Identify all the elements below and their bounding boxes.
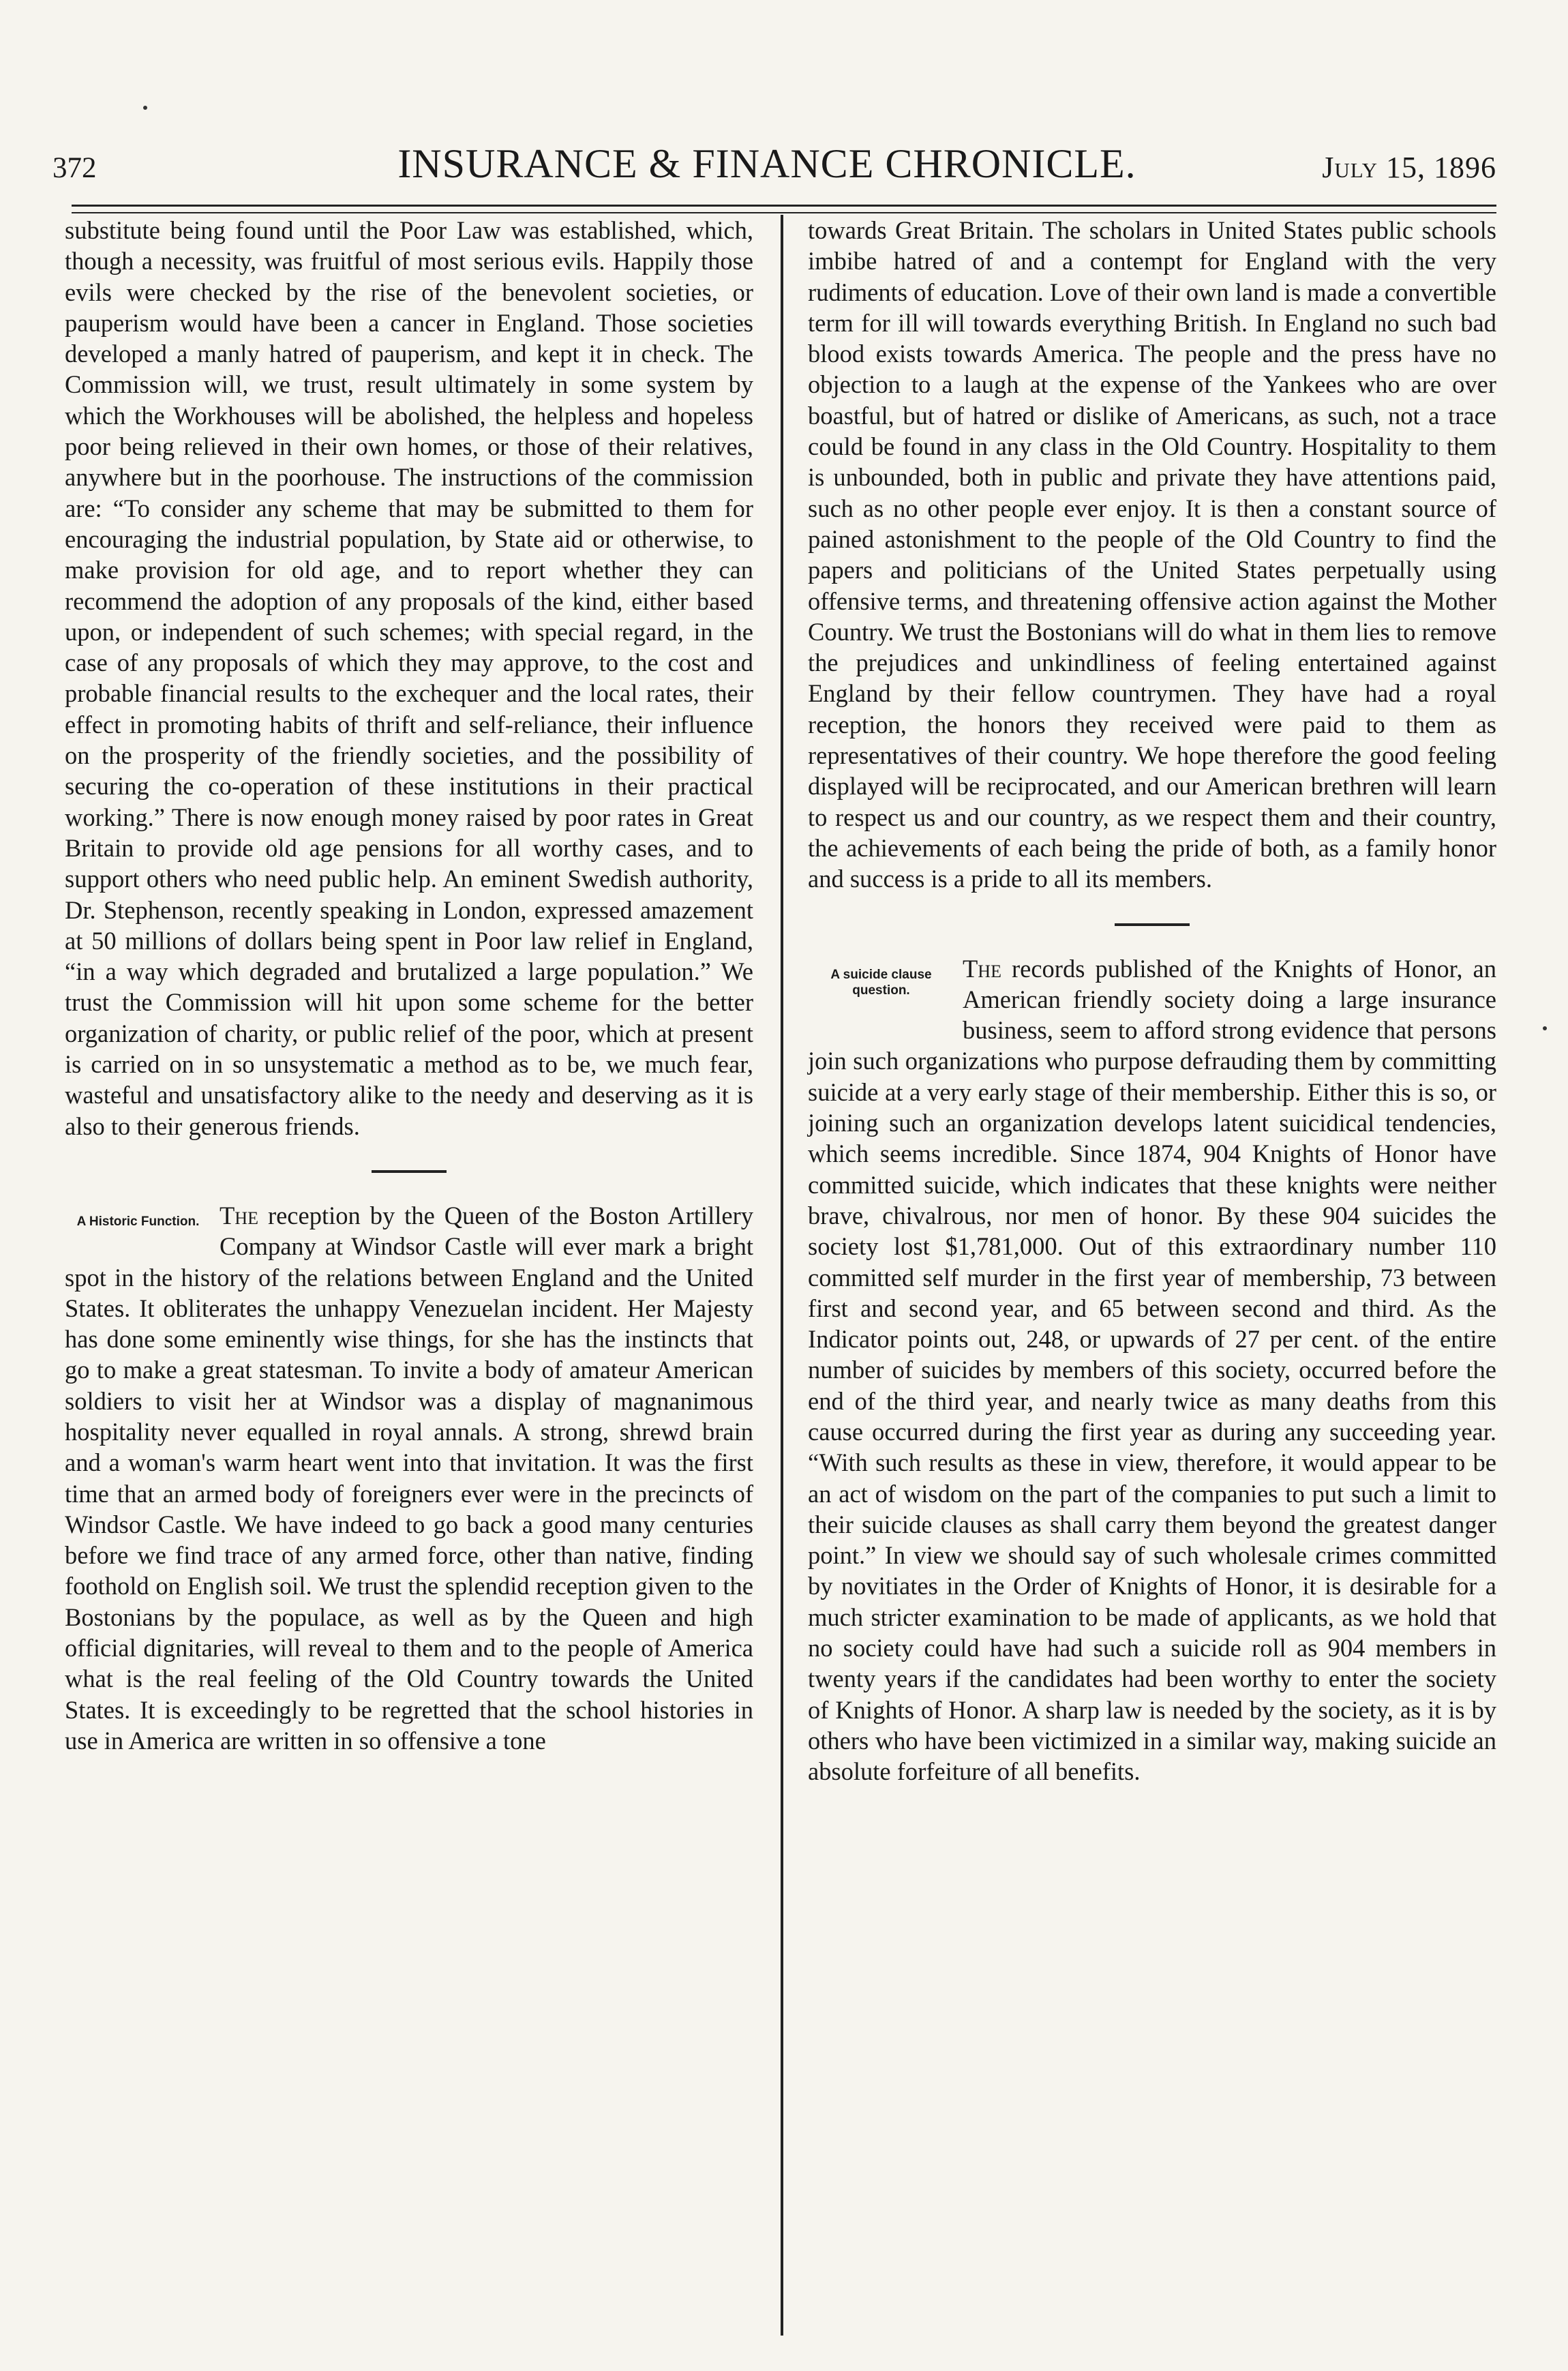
left-column	[65, 215, 753, 1756]
column-divider	[781, 215, 783, 2336]
section-separator	[1115, 923, 1190, 926]
lead-word: The	[220, 1201, 258, 1229]
masthead	[37, 102, 1496, 184]
sidenote-historic-function: A Historic Function.	[76, 1214, 200, 1229]
great-britain-paragraph: towards Great Britain. The scholars in United States public schools imbibe hatred of and a contempt for England with the very rudiments of education. Love of their own land is made a convertible term for ill will towards everything British. In England no such bad blood exists towards America. The people and the press have no objection to a laugh at the expense of the Yankees who are over boastful, but of hatred or dislike of Americans, as such, not a trace could be found in any class in the Old Country. Hospitality to them is unbounded, both in public and private they have attentions paid, such as no other people ever enjoy. It is then a constant source of pained astonishment to the people of the Old Country to find the papers and politicians of the United States perpetually using offensive terms, and threatening offensive action against the Mother Country. We trust the Bostonians will do what in them lies to remove the prejudices and unkindliness of feeling entertained against England by their fellow countrymen. They have had a royal reception, the honors they received were paid to them as representatives of their country. We hope therefore the good feeling displayed will be reciprocated, and our American brethren will learn to respect us and our country, as we respect them and their country, the achievements of each being the pride of both, as a family honor and success is a pride to all its members.	[808, 216, 1496, 893]
sidenote-suicide-clause: A suicide clause question.	[830, 967, 932, 998]
windsor-reception-text: reception by the Queen of the Boston Artillery Company at Windsor Castle will ever mark a bright spot in the history of the relations between England and the United States. It obliterates the unhappy Venezuelan incident. Her Majesty has done some eminently wise things, for she has the instincts that go to make a great statesman. To invite a body of amateur American soldiers to visit her at Windsor was a display of magnanimous hospitality never equalled in royal annals. A strong, shrewd brain and a woman's warm heart went into that invitation. It was the first time that an armed body of foreigners ever were in the precincts of Windsor Castle. We have indeed to go back a good many centuries before we find trace of any armed force, other than native, finding foothold on English soil. We trust the splendid reception given to the Bostonians by the populace, as well as by the Queen and high official dignitaries, will reveal to them and to the people of America what is the real feeling of the Old Country towards the United States. It is exceedingly to be regretted that the school histories in use in America are written in so offensive a tone	[65, 1201, 753, 1755]
print-speck	[143, 106, 147, 110]
poor-law-paragraph: substitute being found until the Poor Law was established, which, though a necessity, was fruitful of most serious evils. Happily those evils were checked by the rise of the benevolent societies, or pauperism would have been a cancer in England. Those societies developed a manly hatred of pauperism, and kept it in check. The Commission will, we trust, result ultimately in some system by which the Workhouses will be abolished, the helpless and hopeless poor being relieved in their own homes, or those of their relatives, anywhere but in the poorhouse. The instructions of the commission are: “To consider any scheme that may be submitted to them for encouraging the industrial population, by State aid or otherwise, to make provision for old age, and to report whether they can recommend the adoption of any proposals of the kind, either based upon, or independent of such schemes; with special regard, in the case of any proposals of which they may approve, to the cost and probable financial results to the exchequer and the local rates, their effect in promoting habits of thrift and self-reliance, their influence on the prosperity of the friendly societies, and the possibility of securing the co-operation of these institutions in their practical working.” There is now enough money raised by poor rates in Great Britain to provide old age pensions for all worthy cases, and to support others who need public help. An eminent Swedish authority, Dr. Stephenson, recently speaking in London, expressed amazement at 50 millions of dollars being spent in Poor law relief in England, “in a way which degraded and brutalized a large population.” We trust the Commission will hit upon some scheme for the better organization of charity, or public relief of the poor, which at present is carried on in so unsystematic a method as to be, we much fear, wasteful and unsatisfactory alike to the needy and deserving as it is also to their generous friends.	[65, 216, 753, 1140]
windsor-reception-paragraph	[65, 1200, 753, 1756]
publication-title: INSURANCE & FINANCE CHRONICLE.	[397, 141, 1136, 186]
header-rule	[72, 205, 1496, 213]
section-separator	[372, 1170, 447, 1173]
print-speck	[1543, 1026, 1547, 1030]
article-columns	[65, 215, 1496, 2342]
lead-word: The	[963, 954, 1001, 983]
knights-of-honor-paragraph	[808, 953, 1496, 1787]
issue-date: July 15, 1896	[1322, 151, 1496, 184]
newspaper-page	[37, 102, 1496, 1786]
knights-of-honor-text: records published of the Knights of Honor, an American friendly society doing a large insurance business, seem to afford strong evidence that persons join such organizations who purpose defrauding them by committing suicide at a very early stage of their membership. Either this is so, or joining such an organization develops latent suicidical tendencies, which seems incredible. Since 1874, 904 Knights of Honor have committed suicide, which indicates that these knights were neither brave, chivalrous, nor men of honor. By these 904 suicides the society lost $1,781,000. Out of this extraordinary number 110 committed self murder in the first year of membership, 73 between first and second year, and 65 between second and third. As the Indicator points out, 248, or upwards of 27 per cent. of the entire number of suicides by members of this society, occurred before the end of the third year, and nearly twice as many deaths from this cause occurred during the first year as during any succeeding year. “With such results as these in view, therefore, it would appear to be an act of wisdom on the part of the companies to put such a limit to their suicide clauses as shall carry them beyond the greatest danger point.” In view we should say of such wholesale crimes committed by novitiates in the Order of Knights of Honor, it is desirable for a much stricter examination to be made of applicants, as we hold that no society could have had such a suicide roll as 904 members in twenty years if the candidates had been worthy to enter the society of Knights of Honor. A sharp law is needed by the society, as it is by others who have been victimized in a similar way, making suicide an absolute forfeiture of all benefits.	[808, 954, 1496, 1786]
page-number: 372	[52, 152, 97, 184]
right-column	[808, 215, 1496, 1787]
